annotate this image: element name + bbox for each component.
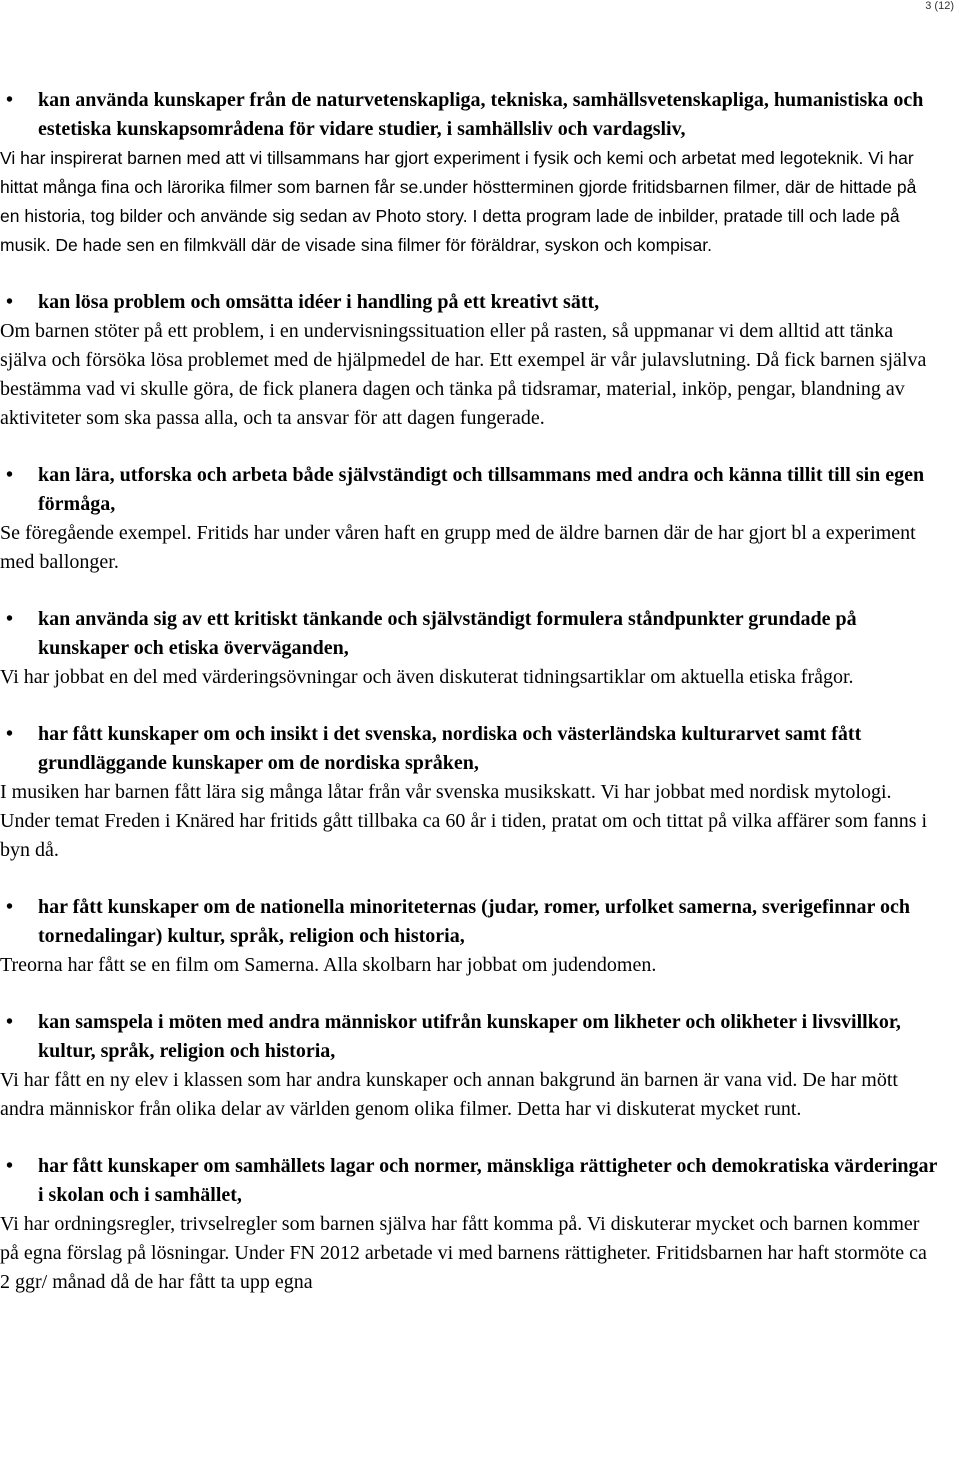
section-3 xyxy=(0,461,940,577)
section-body: Vi har jobbat en del med värderingsövningar och även diskuterat tidningsartiklar om aktuella etiska frågor. xyxy=(0,666,854,688)
section-5 xyxy=(0,720,940,865)
section-2 xyxy=(0,288,940,433)
section-7 xyxy=(0,1008,940,1124)
document-body xyxy=(0,86,940,1297)
section-8 xyxy=(0,1152,940,1297)
section-heading-text: kan samspela i möten med andra människor utifrån kunskaper om likheter och olikheter i livsvillkor, kultur, språk, religion och historia, xyxy=(38,1011,901,1062)
bullet-icon: • xyxy=(6,291,14,313)
section-4 xyxy=(0,605,940,692)
section-heading-text: har fått kunskaper om de nationella minoriteternas (judar, romer, urfolket samerna, sverigefinnar och tornedalingar) kultur, språk, religion och historia, xyxy=(38,896,911,947)
section-body: Se föregående exempel. Fritids har under våren haft en grupp med de äldre barnen där de har gjort bl a experiment med ballonger. xyxy=(0,522,916,573)
section-body: Vi har inspirerat barnen med att vi tillsammans har gjort experiment i fysik och kemi och arbetat med legoteknik. Vi har hittat många fina och lärorika filmer som barnen får se.under höstterminen gjorde fritidsbarnen filmer, där de hittade på en historia, tog bilder och använde sig sedan av Photo story. I detta program lade de inbilder, pratade till och lade på musik. De hade sen en filmkväll där de visade sina filmer för föräldrar, syskon och kompisar. xyxy=(0,148,917,255)
section-heading xyxy=(0,1152,940,1210)
section-heading-text: har fått kunskaper om samhällets lagar och normer, mänskliga rättigheter och demokratiska värderingar i skolan och i samhället, xyxy=(38,1155,938,1206)
section-1 xyxy=(0,86,940,260)
bullet-icon: • xyxy=(6,608,14,630)
section-heading-text: kan lära, utforska och arbeta både självständigt och tillsammans med andra och känna tillit till sin egen förmåga, xyxy=(38,464,925,515)
bullet-icon: • xyxy=(6,1011,14,1033)
section-6 xyxy=(0,893,940,980)
section-heading xyxy=(0,720,940,778)
section-body: Vi har fått en ny elev i klassen som har andra kunskaper och annan bakgrund än barnen är vana vid. De har mött andra människor från olika delar av världen genom olika filmer. Detta har vi diskuterat mycket runt. xyxy=(0,1069,898,1120)
section-heading xyxy=(0,605,940,663)
section-body: Om barnen stöter på ett problem, i en undervisningssituation eller på rasten, så uppmanar vi dem alltid att tänka själva och försöka lösa problemet med de hjälpmedel de har. Ett exempel är vår julavslutning. Då fick barnen själva bestämma vad vi skulle göra, de fick planera dagen och tänka på tidsramar, material, inköp, pengar, blandning av aktiviteter som ska passa alla, och ta ansvar för att dagen fungerade. xyxy=(0,320,927,429)
section-heading xyxy=(0,288,940,317)
section-heading xyxy=(0,1008,940,1066)
section-heading-text: kan lösa problem och omsätta idéer i handling på ett kreativt sätt, xyxy=(38,291,600,313)
section-heading xyxy=(0,86,940,144)
bullet-icon: • xyxy=(6,464,14,486)
section-body: Treorna har fått se en film om Samerna. Alla skolbarn har jobbat om judendomen. xyxy=(0,954,657,976)
bullet-icon: • xyxy=(6,896,14,918)
section-heading-text: kan använda kunskaper från de naturvetenskapliga, tekniska, samhällsvetenskapliga, humanistiska och estetiska kunskapsområdena för vidare studier, i samhällsliv och vardagsliv, xyxy=(38,89,924,140)
section-body: I musiken har barnen fått lära sig många låtar från vår svenska musikskatt. Vi har jobbat med nordisk mytologi. Under temat Freden i Knäred har fritids gått tillbaka ca 60 år i tiden, pratat om och tittat på vilka affärer som fanns i byn då. xyxy=(0,781,928,861)
section-body: Vi har ordningsregler, trivselregler som barnen själva har fått komma på. Vi diskuterar mycket och barnen kommer på egna förslag på lösningar. Under FN 2012 arbetade vi med barnens rättigheter. Fritidsbarnen har haft stormöte ca 2 ggr/ månad då de har fått ta upp egna xyxy=(0,1213,927,1293)
bullet-icon: • xyxy=(6,89,14,111)
bullet-icon: • xyxy=(6,1155,14,1177)
section-heading-text: har fått kunskaper om och insikt i det svenska, nordiska och västerländska kulturarvet samt fått grundläggande kunskaper om de nordiska språken, xyxy=(38,723,862,774)
page-number: 3 (12) xyxy=(925,0,954,12)
section-heading xyxy=(0,461,940,519)
section-heading-text: kan använda sig av ett kritiskt tänkande och självständigt formulera ståndpunkter grundade på kunskaper och etiska överväganden, xyxy=(38,608,857,659)
bullet-icon: • xyxy=(6,723,14,745)
section-heading xyxy=(0,893,940,951)
